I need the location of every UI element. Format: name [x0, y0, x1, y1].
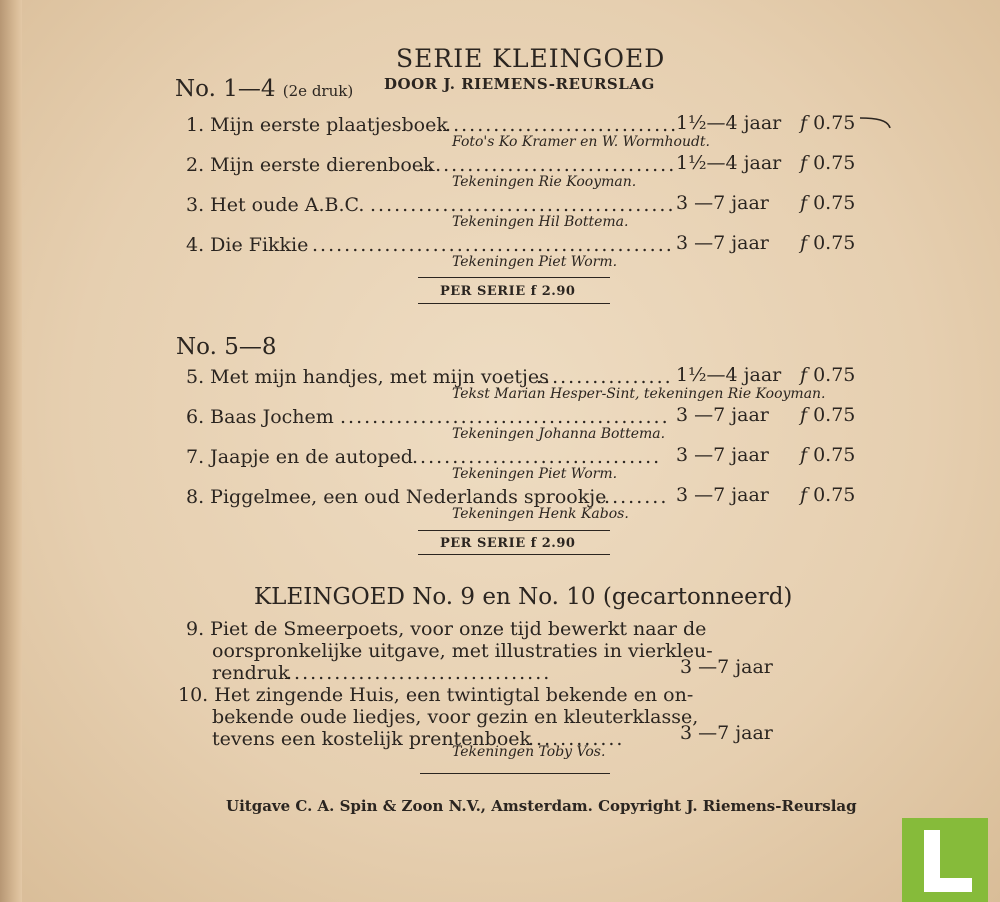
- item-9-line-2: oorspronkelijke uitgave, met illustraties in vierkleu-: [212, 640, 713, 662]
- list-item-age: 1½—4 jaar: [676, 364, 782, 386]
- list-item-price: f 0.75: [800, 404, 856, 426]
- list-item-age: 3 —7 jaar: [676, 192, 769, 214]
- leader-dots: .................: [536, 366, 673, 388]
- list-item-title: 3. Het oude A.B.C.: [186, 194, 365, 216]
- list-item-price: f 0.75: [800, 192, 856, 214]
- series-1-heading: [175, 76, 353, 102]
- list-item-credit: Tekeningen Piet Worm.: [452, 254, 618, 270]
- item-9-age: 3 —7 jaar: [680, 656, 773, 678]
- list-item-price: f 0.75: [800, 112, 856, 134]
- bracket-mark-icon: [858, 114, 894, 134]
- kleingoed-heading: KLEINGOED No. 9 en No. 10 (gecartonneerd): [254, 584, 793, 610]
- page-title: SERIE KLEINGOED: [396, 44, 666, 73]
- list-item-credit: Tekeningen Johanna Bottema.: [452, 426, 666, 442]
- divider: [418, 530, 610, 531]
- list-item-age: 3 —7 jaar: [676, 444, 769, 466]
- item-9-line-3: rendruk: [212, 662, 290, 684]
- list-item-credit: Tekst Marian Hesper-Sint, tekeningen Rie Kooyman.: [452, 386, 826, 402]
- list-item-price: f 0.75: [800, 444, 856, 466]
- list-item-age: 1½—4 jaar: [676, 112, 782, 134]
- list-item-age: 3 —7 jaar: [676, 404, 769, 426]
- list-item-price: f 0.75: [800, 364, 856, 386]
- series-1-note: (2e druk): [282, 82, 354, 100]
- leader-dots: ................................: [419, 154, 677, 176]
- leader-dots: ............: [528, 728, 625, 750]
- item-10-line-3: tevens een kostelijk prentenboek: [212, 728, 532, 750]
- divider: [418, 277, 610, 278]
- list-item-credit: Tekeningen Hil Bottema.: [452, 214, 629, 230]
- item-10-credit: Tekeningen Toby Vos.: [452, 744, 606, 760]
- list-item-title: 6. Baas Jochem: [186, 406, 334, 428]
- series-2-heading: No. 5—8: [176, 334, 277, 360]
- leader-dots: ......................................: [370, 194, 676, 216]
- leader-dots: ...............................: [412, 446, 662, 468]
- list-item-title: 4. Die Fikkie: [186, 234, 309, 256]
- leader-dots: ..............................: [437, 114, 679, 136]
- list-item-price: f 0.75: [800, 484, 856, 506]
- list-item-credit: Tekeningen Piet Worm.: [452, 466, 618, 482]
- series-2-total: PER SERIE f 2.90: [440, 536, 576, 551]
- series-1-total: PER SERIE f 2.90: [440, 284, 576, 299]
- list-item-credit: Tekeningen Rie Kooyman.: [452, 174, 637, 190]
- item-9-line-1: 9. Piet de Smeerpoets, voor onze tijd bewerkt naar de: [186, 618, 707, 640]
- publisher-footer: Uitgave C. A. Spin & Zoon N.V., Amsterdam. Copyright J. Riemens-Reurslag: [226, 797, 857, 815]
- list-item-credit: Foto's Ko Kramer en W. Wormhoudt.: [452, 134, 711, 150]
- divider: [418, 554, 610, 555]
- list-item-age: 3 —7 jaar: [676, 484, 769, 506]
- list-item-price: f 0.75: [800, 152, 856, 174]
- item-10-line-2: bekende oude liedjes, voor gezin en kleuterklasse,: [212, 706, 699, 728]
- list-item-age: 3 —7 jaar: [676, 232, 769, 254]
- page-subtitle: DOOR J. RIEMENS-REURSLAG: [384, 75, 655, 93]
- list-item-price: f 0.75: [800, 232, 856, 254]
- list-item-title: 2. Mijn eerste dierenboek: [186, 154, 435, 176]
- series-1-label: No. 1—4: [175, 76, 276, 102]
- list-item-title: 7. Jaapje en de autoped: [186, 446, 413, 468]
- list-item-credit: Tekeningen Henk Kabos.: [452, 506, 629, 522]
- leader-dots: .................................: [286, 662, 552, 684]
- logo-l-icon: [924, 830, 972, 892]
- watermark-logo: [902, 818, 988, 902]
- item-10-age: 3 —7 jaar: [680, 722, 773, 744]
- leader-dots: .........: [596, 486, 669, 508]
- divider: [420, 773, 610, 774]
- divider: [418, 303, 610, 304]
- leader-dots: .........................................: [340, 406, 670, 428]
- list-item-title: 8. Piggelmee, een oud Nederlands sprookje: [186, 486, 607, 508]
- book-spine: [0, 0, 22, 902]
- list-item-age: 1½—4 jaar: [676, 152, 782, 174]
- item-10-line-1: 10. Het zingende Huis, een twintigtal bekende en on-: [178, 684, 694, 706]
- list-item-title: 5. Met mijn handjes, met mijn voetjes: [186, 366, 549, 388]
- leader-dots: .............................................: [312, 234, 674, 256]
- list-item-title: 1. Mijn eerste plaatjesboek: [186, 114, 448, 136]
